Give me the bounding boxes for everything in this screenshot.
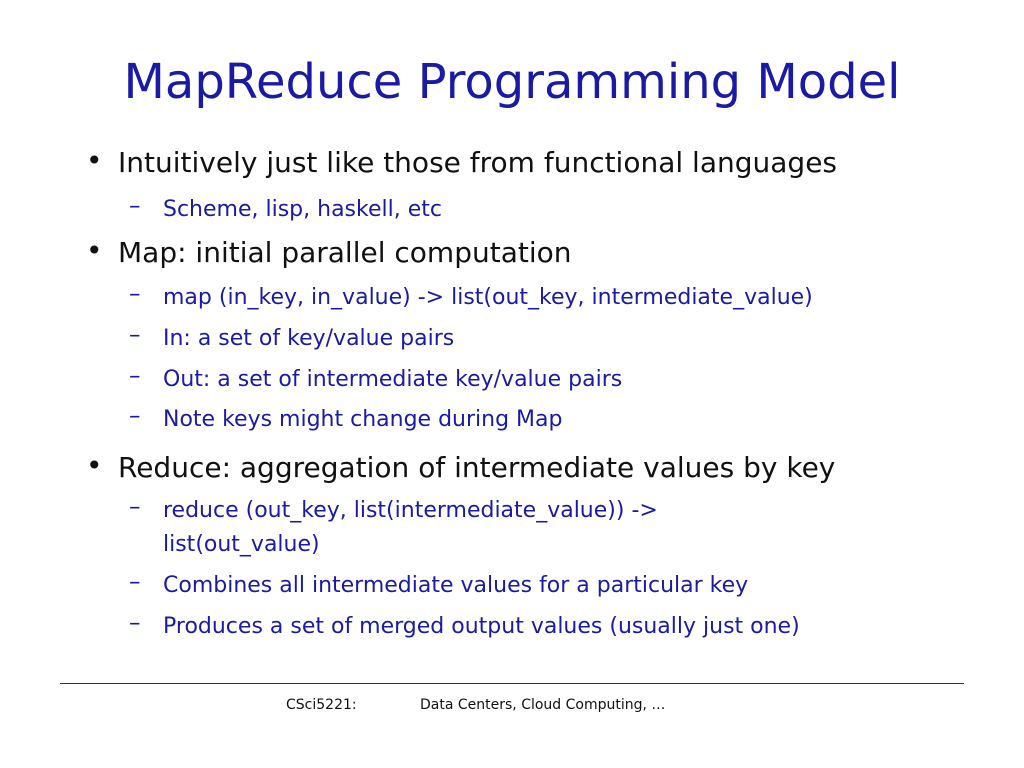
bullet-glyph: •: [86, 234, 103, 267]
sub-bullet-text: map (in_key, in_value) -> list(out_key, intermediate_value): [163, 285, 813, 310]
sub-bullet-text: Out: a set of intermediate key/value pairs: [163, 367, 623, 392]
dash-glyph: –: [129, 403, 141, 429]
sub-bullet-text: Produces a set of merged output values (usually just one): [163, 614, 800, 639]
dash-glyph: –: [129, 494, 141, 520]
dash-glyph: –: [129, 363, 141, 389]
sub-bullet-text: In: a set of key/value pairs: [163, 326, 455, 351]
dash-glyph: –: [129, 610, 141, 636]
footer-course: CSci5221:: [286, 697, 357, 713]
dash-glyph: –: [129, 193, 141, 219]
sub-bullet-text: Note keys might change during Map: [163, 407, 563, 432]
sub-bullet-text: list(out_value): [163, 532, 320, 557]
bullet-text: Intuitively just like those from functional languages: [118, 146, 838, 179]
slide-title: MapReduce Programming Model: [123, 54, 901, 110]
bullet-glyph: •: [86, 449, 103, 482]
footer-subject: Data Centers, Cloud Computing, …: [420, 697, 666, 713]
dash-glyph: –: [129, 569, 141, 595]
bullet-glyph: •: [86, 144, 103, 177]
dash-glyph: –: [129, 322, 141, 348]
sub-bullet-text: reduce (out_key, list(intermediate_value)) ->: [163, 498, 658, 523]
footer-divider: [60, 683, 964, 684]
dash-glyph: –: [129, 281, 141, 307]
sub-bullet-text: Combines all intermediate values for a particular key: [163, 573, 749, 598]
sub-bullet-text: Scheme, lisp, haskell, etc: [163, 197, 442, 222]
bullet-text: Reduce: aggregation of intermediate values by key: [118, 451, 836, 484]
bullet-text: Map: initial parallel computation: [118, 236, 572, 269]
